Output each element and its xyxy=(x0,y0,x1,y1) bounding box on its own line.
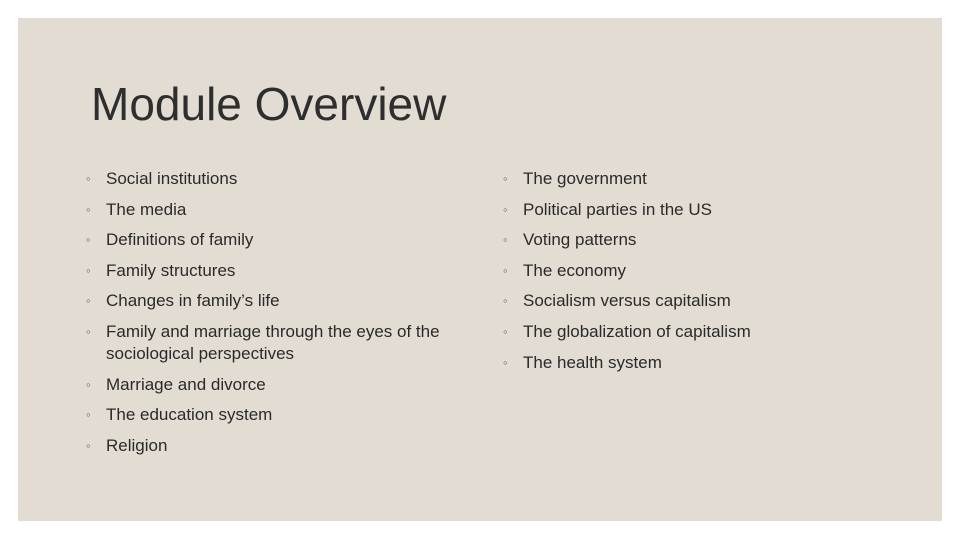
circle-bullet-icon: ◦ xyxy=(503,201,508,217)
slide xyxy=(18,18,942,521)
list-item-text: Voting patterns xyxy=(523,230,637,250)
list-item xyxy=(503,260,863,282)
circle-bullet-icon: ◦ xyxy=(86,293,91,309)
list-item-text: Changes in family’s life xyxy=(106,291,280,311)
list-item-text: Marriage and divorce xyxy=(106,374,266,394)
list-item-text: The government xyxy=(523,169,647,188)
circle-bullet-icon: ◦ xyxy=(86,262,91,278)
circle-bullet-icon: ◦ xyxy=(503,323,508,339)
circle-bullet-icon: ◦ xyxy=(86,437,91,453)
list-item xyxy=(86,321,446,365)
list-item xyxy=(503,290,863,312)
circle-bullet-icon: ◦ xyxy=(86,376,91,392)
list-item-text: Religion xyxy=(106,435,168,455)
list-item xyxy=(503,168,863,190)
list-item-text: Family and marriage through the eyes of the sociological perspectives xyxy=(106,321,440,363)
list-item-text: The health system xyxy=(523,352,662,372)
list-item xyxy=(86,199,446,221)
list-item-text: The globalization of capitalism xyxy=(523,321,751,341)
list-item xyxy=(86,435,446,457)
right-bullet-list xyxy=(503,168,863,382)
list-item xyxy=(86,290,446,312)
circle-bullet-icon: ◦ xyxy=(503,293,508,309)
list-item-text: Social institutions xyxy=(106,169,238,188)
circle-bullet-icon: ◦ xyxy=(503,232,508,248)
list-item-text: The education system xyxy=(106,405,273,425)
list-item-text: Definitions of family xyxy=(106,230,254,250)
list-item xyxy=(86,374,446,396)
left-bullet-list xyxy=(86,168,446,465)
circle-bullet-icon: ◦ xyxy=(86,407,91,423)
list-item xyxy=(86,229,446,251)
circle-bullet-icon: ◦ xyxy=(86,232,91,248)
list-item xyxy=(86,168,446,190)
list-item-text: Political parties in the US xyxy=(523,199,712,219)
list-item-text: The media xyxy=(106,199,187,219)
circle-bullet-icon: ◦ xyxy=(503,171,508,186)
list-item xyxy=(503,321,863,343)
list-item xyxy=(86,260,446,282)
list-item xyxy=(86,404,446,426)
circle-bullet-icon: ◦ xyxy=(503,262,508,278)
list-item xyxy=(503,199,863,221)
circle-bullet-icon: ◦ xyxy=(503,354,508,370)
list-item-text: Socialism versus capitalism xyxy=(523,291,731,311)
list-item xyxy=(503,352,863,374)
list-item-text: The economy xyxy=(523,260,626,280)
circle-bullet-icon: ◦ xyxy=(86,171,91,186)
slide-title: Module Overview xyxy=(91,78,447,130)
list-item-text: Family structures xyxy=(106,260,236,280)
circle-bullet-icon: ◦ xyxy=(86,323,91,339)
list-item xyxy=(503,229,863,251)
circle-bullet-icon: ◦ xyxy=(86,201,91,217)
